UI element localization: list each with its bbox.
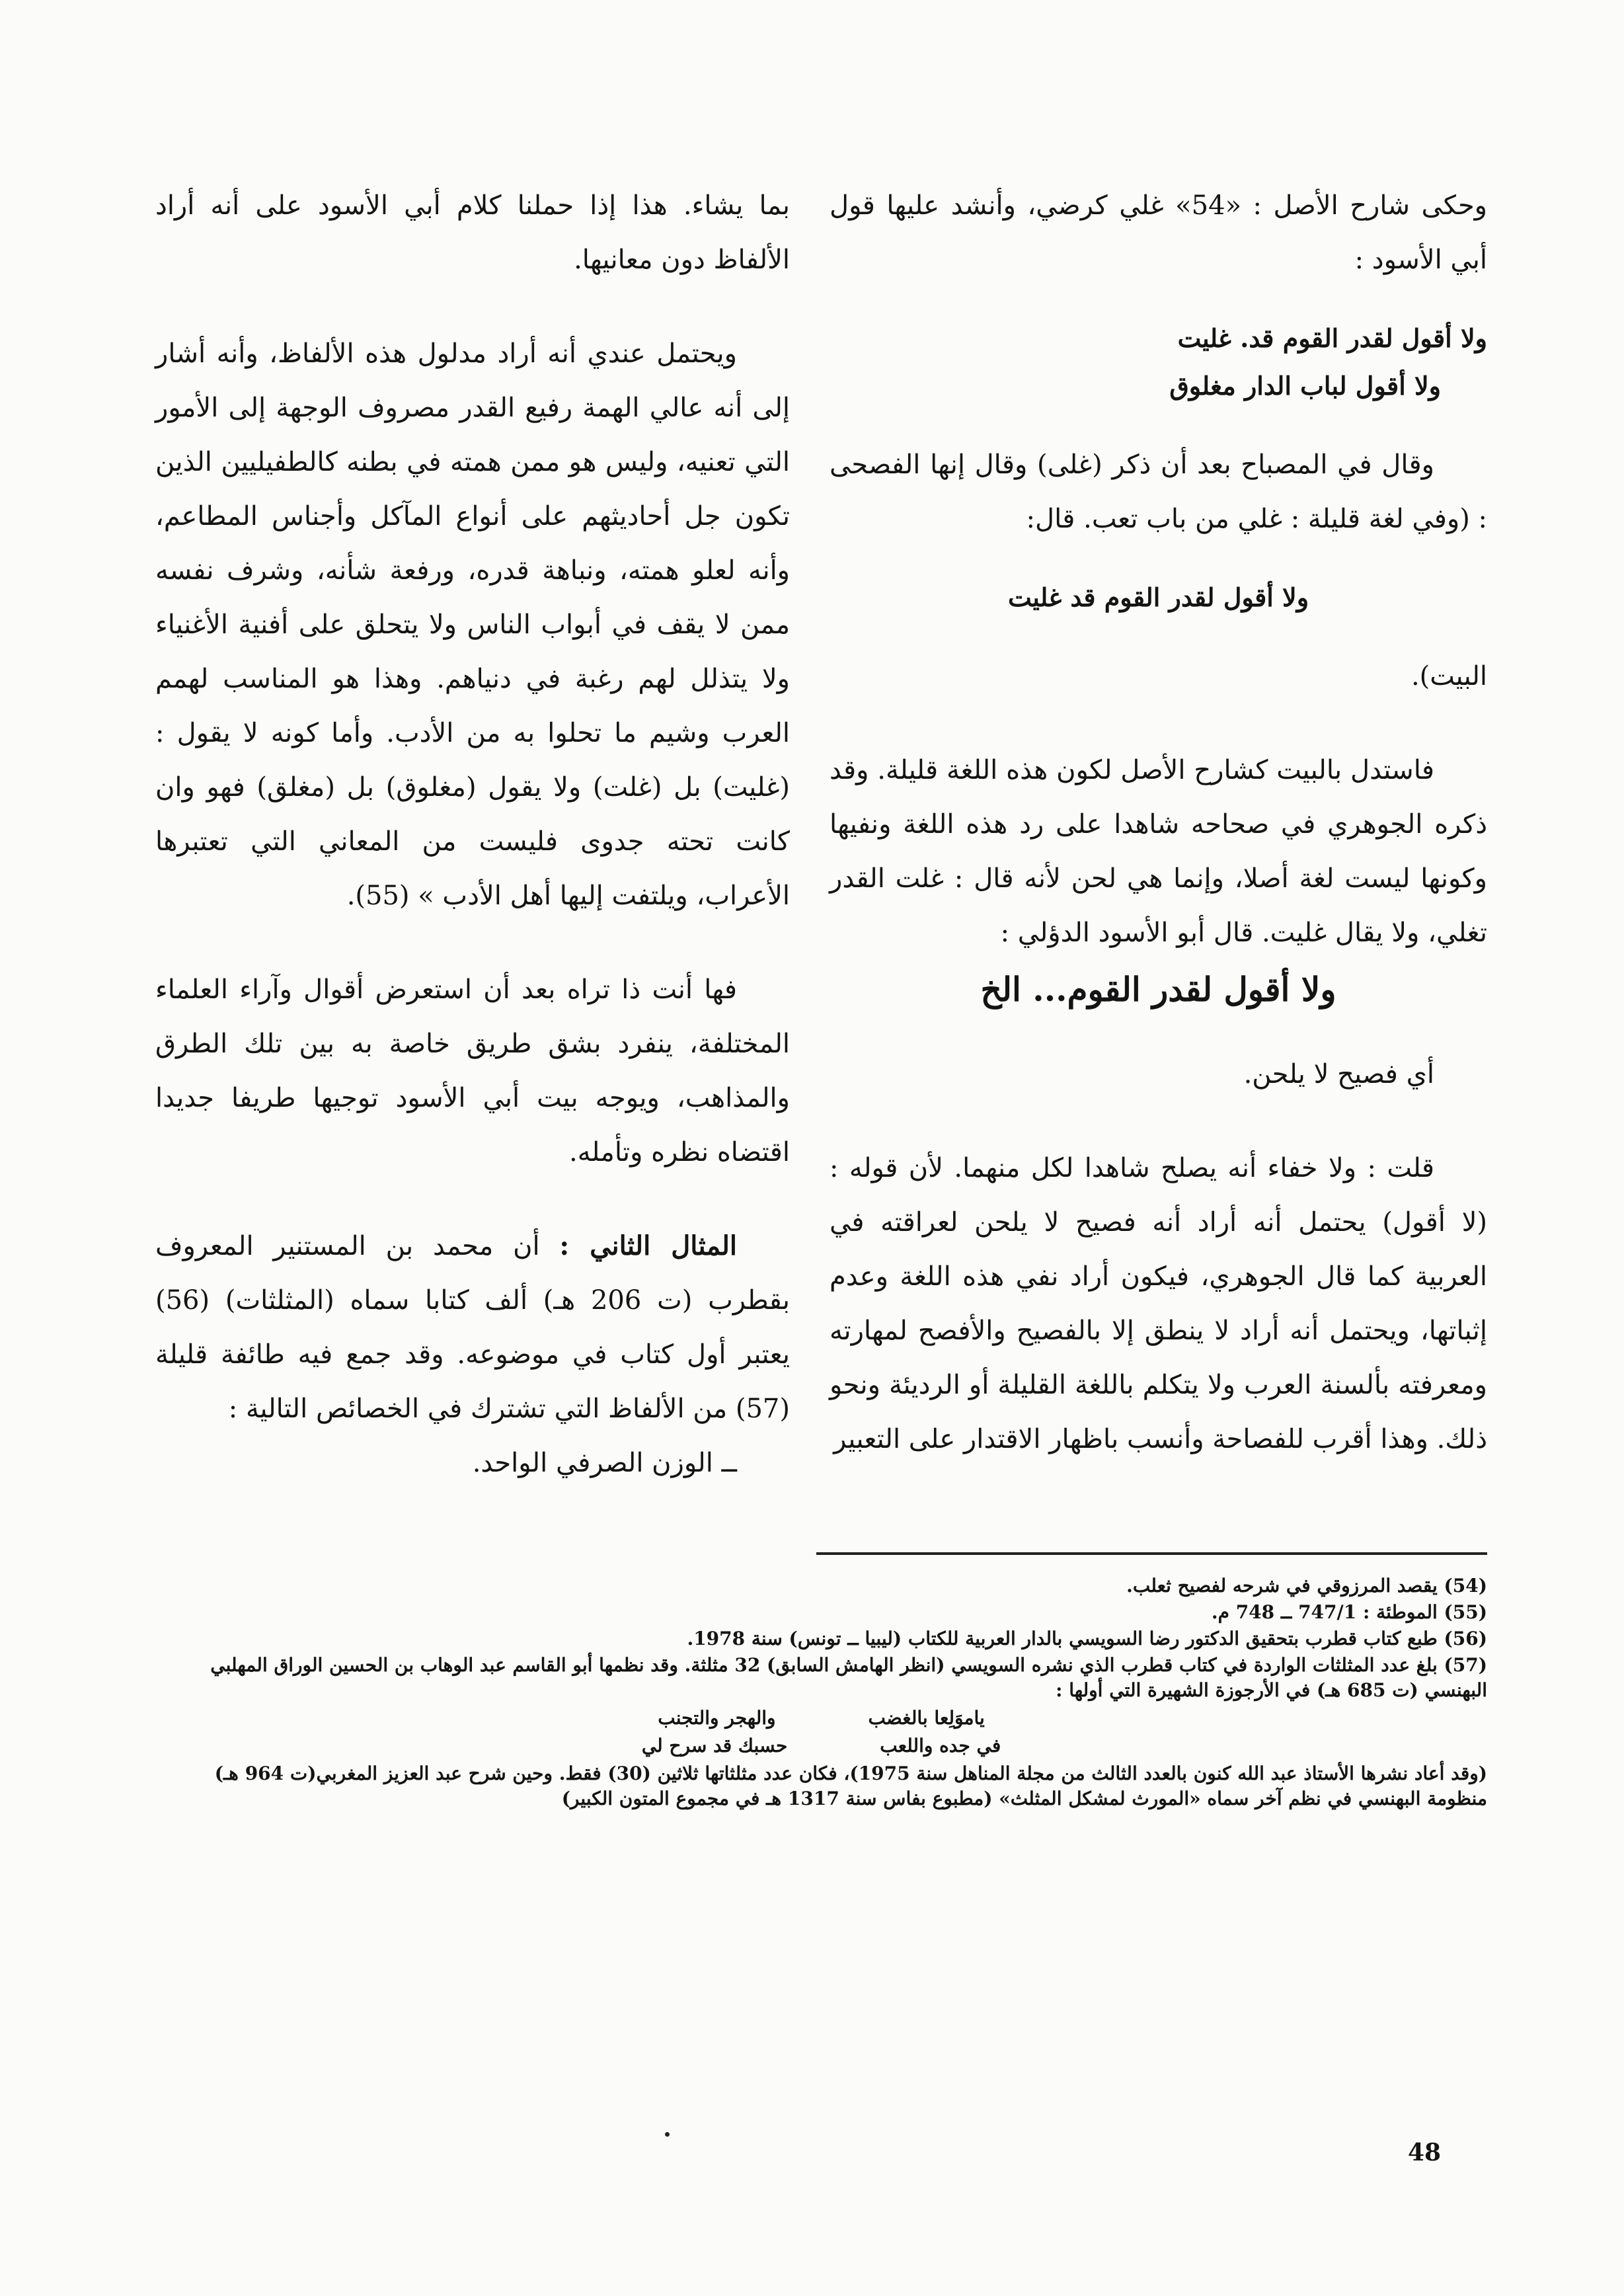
verse-line: ولا أقول لباب الدار مغلوق (1169, 371, 1441, 401)
footnote-verse (155, 1706, 1487, 1731)
paragraph: أي فصيح لا يلحن. (1243, 1059, 1434, 1089)
paragraph: قلت : ولا خفاء أنه يصلح شاهدا لكل منهما. لأن قوله : (لا أقول) يحتمل أنه أراد أنه فصيح لا يلحن لعراقته في العربية كما قال الجوهري، فيكون أراد نفي هذه اللغة وعدم إثباتها، ويحتمل أنه أراد لا ينطق إلا بالفصيح والأفصح لمهارته ومعرفته بألسنة العرب ولا يتكلم باللغة القليلة أو الرديئة ونحو ذلك. وهذا أقرب للفصاحة وأنسب باظهار الاقتدار على التعبير (830, 1153, 1488, 1454)
page-number: 48 (1408, 2139, 1442, 2166)
paragraph: بما يشاء. هذا إذا حملنا كلام أبي الأسود على أنه أراد الألفاظ دون معانيها. (155, 190, 790, 275)
footnote: (54) يقصد المرزوقي في شرحه لفصيح ثعلب. (1126, 1575, 1487, 1597)
footnote-verse (155, 1733, 1487, 1759)
verse-line: ولا أقول لقدر القوم... الخ (980, 970, 1336, 1009)
paragraph: ــ الوزن الصرفي الواحد. (472, 1448, 737, 1478)
footnote: (56) طبع كتاب قطرب بتحقيق الدكتور رضا السويسي بالدار العربية للكتاب (ليبيا ــ تونس) سنة 1978. (687, 1628, 1487, 1649)
paragraph: فها أنت ذا تراه بعد أن استعرض أقوال وآراء العلماء المختلفة، ينفرد بشق طريق خاصة به بين تلك الطرق والمذاهب، ويوجه بيت أبي الأسود توجيها طريفا جديدا اقتضاه نظره وتأمله. (155, 974, 790, 1168)
paragraph: وحكى شارح الأصل : «54» غلي كرضي، وأنشد عليها قول أبي الأسود : (830, 190, 1487, 275)
paragraph: البيت). (1411, 661, 1487, 692)
paragraph: ويحتمل عندي أنه أراد مدلول هذه الألفاظ، وأنه أشار إلى أنه عالي الهمة رفيع القدر مصروف الوجهة إلى الأمور التي تعنيه، وليس هو ممن همته في بطنه كالطفيليين الذين تكون جل أحاديثهم على أنواع المآكل وأجناس المطاعم، وأنه لعلو همته، ونباهة قدره، ورفعة شأنه، وشرف نفسه ممن لا يقف في أبواب الناس ولا يتحلق على أفنية الأغنياء ولا يتذلل لهم رغبة في دنياهم. وهذا هو المناسب لهمم العرب وشيم ما تحلوا به من الأدب. وأما كونه لا يقول : (غليت) بل (غلت) ولا يقول (مغلوق) بل (مغلق) فهو وان كانت تحته جدوى فليست من المعاني التي تعتبرها الأعراب، ويلتفت إليها أهل الأدب » (55). (155, 338, 790, 911)
paragraph-text: أن محمد بن المستنير المعروف بقطرب (ت 206 هـ) ألف كتابا سماه (المثلثات) (56) يعتبر أول كتاب في موضوعه. وقد جمع فيه طائفة قليلة (57) من الألفاظ التي تشترك في الخصائص التالية : (155, 1231, 790, 1424)
right-column (830, 178, 1487, 1466)
footnote: (55) الموطئة : 747/1 ــ 748 م. (1211, 1601, 1487, 1623)
verse-hemistich: والهجر والتجنب (658, 1707, 776, 1729)
verse-hemistich: في جده واللعب (880, 1735, 1001, 1757)
verse-hemistich: ياموَلِعا بالغضب (868, 1707, 985, 1729)
left-column (155, 178, 790, 1490)
verse-hemistich: حسبك قد سرح لي (641, 1735, 788, 1757)
footnote: (57) بلغ عدد المثلثات الواردة في كتاب قطرب الذي نشره السويسي (انظر الهامش السابق) 32 مثلثة. وقد نظمها أبو القاسم عبد الوهاب بن الحسين الوراق المهلبي البهنسي (ت 685 هـ) في الأرجوزة الشهيرة التي أولها : (210, 1654, 1487, 1701)
example-heading: المثال الثاني : (559, 1230, 737, 1261)
verse-line: ولا أقول لقدر القوم قد. غليت (1177, 323, 1487, 353)
paragraph: فاستدل بالبيت كشارح الأصل لكون هذه اللغة قليلة. وقد ذكره الجوهري في صحاحه شاهدا على رد هذه اللغة ونفيها وكونها ليست لغة أصلا، وإنما هي لحن لأنه قال : غلت القدر تغلي، ولا يقال غليت. قال أبو الأسود الدؤلي : (830, 755, 1488, 948)
paragraph (155, 1219, 790, 1436)
scan-speck (665, 2132, 670, 2137)
footnote: (وقد أعاد نشرها الأستاذ عبد الله كنون بالعدد الثالث من مجلة المناهل سنة 1975)، فكان عدد مثلثاتها ثلاثين (30) فقط. وحين شرح عبد العزيز المغربي(ت 964 هـ) منظومة البهنسي في نظم آخر سماه «المورث لمشكل المثلث» (مطبوع بفاس سنة 1317 هـ في مجموع المتون الكبير) (214, 1762, 1487, 1809)
footnotes (155, 1573, 1487, 1813)
paragraph: وقال في المصباح بعد أن ذكر (غلى) وقال إنها الفصحى : (وفي لغة قليلة : غلي من باب تعب. قال: (830, 450, 1487, 534)
footnote-separator (816, 1552, 1487, 1555)
verse-line: ولا أقول لقدر القوم قد غليت (1007, 582, 1309, 612)
